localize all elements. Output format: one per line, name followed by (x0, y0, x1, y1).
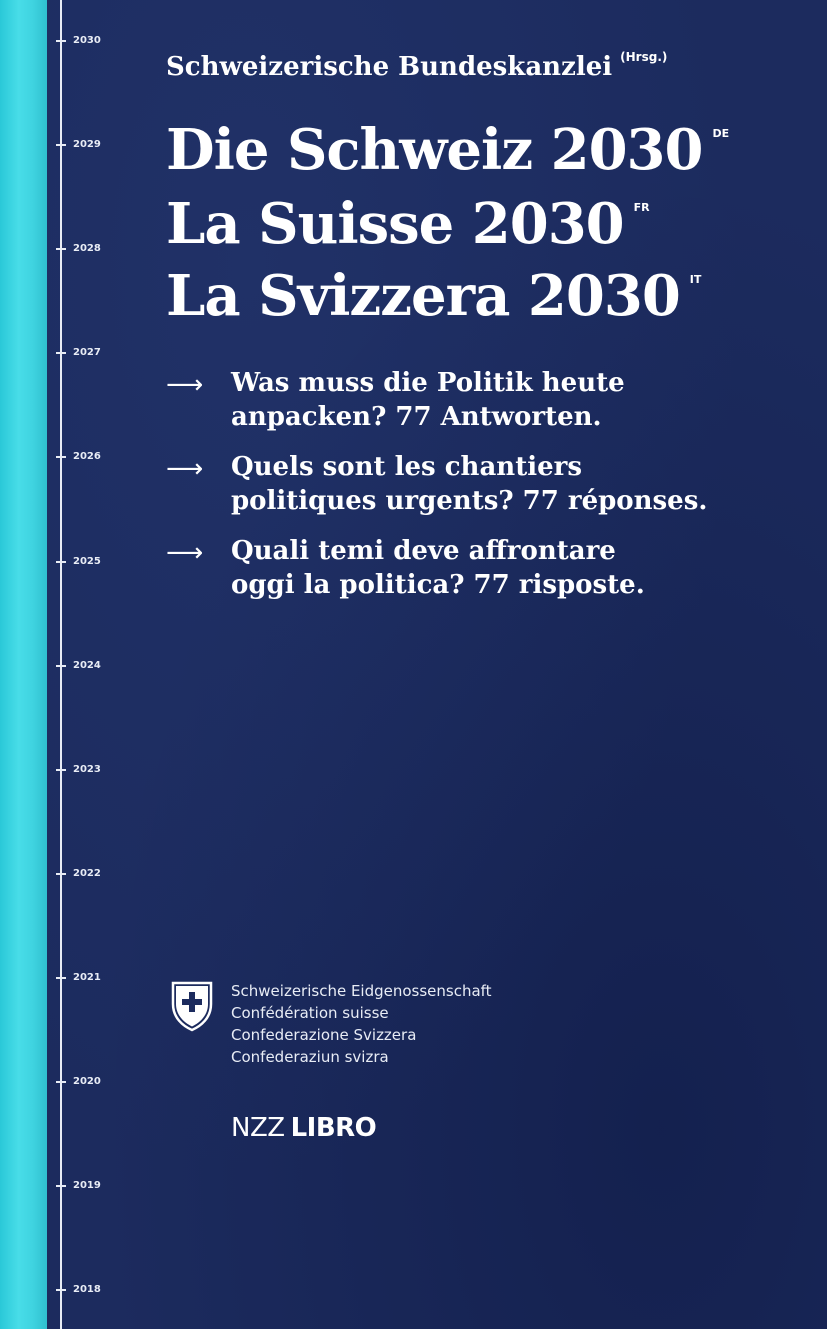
timeline-year-label: 2028 (73, 243, 101, 254)
title-fr (166, 192, 650, 272)
timeline-year-label: 2030 (73, 35, 101, 46)
timeline-year-label: 2018 (73, 1284, 101, 1295)
question-line: Quels sont les chantiers (231, 452, 582, 482)
publisher-note: (Hrsg.) (620, 50, 668, 64)
question-line: oggi la politica? 77 risposte. (231, 570, 645, 600)
timeline-tick (56, 1289, 66, 1291)
timeline-tick (56, 665, 66, 667)
question-line: Quali temi deve affrontare (231, 536, 616, 566)
question-line: anpacken? 77 Antworten. (231, 402, 602, 432)
arrow-icon: ⟶ (166, 370, 204, 400)
title-text: La Suisse 2030 (166, 191, 624, 257)
spine-band (0, 0, 47, 1329)
timeline-tick (56, 1081, 66, 1083)
language-code: FR (633, 201, 650, 214)
nzz-libro-logo (231, 1113, 376, 1143)
timeline-year-label: 2019 (73, 1180, 101, 1191)
timeline-year-label: 2020 (73, 1076, 101, 1087)
timeline-tick (56, 977, 66, 979)
timeline-year-label: 2024 (73, 660, 101, 671)
title-de (166, 118, 729, 198)
timeline-tick (56, 456, 66, 458)
timeline-year-label: 2026 (73, 451, 101, 462)
language-code: IT (689, 273, 702, 286)
logo-part-nzz: NZZ (231, 1113, 285, 1143)
logo-part-libro: LIBRO (290, 1113, 377, 1143)
confederation-line: Confédération suisse (231, 1004, 389, 1022)
confederation-line: Schweizerische Eidgenossenschaft (231, 982, 492, 1000)
question-line: Was muss die Politik heute (231, 368, 625, 398)
timeline-year-label: 2029 (73, 139, 101, 150)
arrow-icon: ⟶ (166, 538, 204, 568)
language-code: DE (712, 127, 730, 140)
question-line: politiques urgents? 77 réponses. (231, 486, 708, 516)
timeline-tick (56, 40, 66, 42)
timeline-year-label: 2027 (73, 347, 101, 358)
timeline-year-label: 2022 (73, 868, 101, 879)
timeline-tick (56, 873, 66, 875)
title-text: La Svizzera 2030 (166, 263, 680, 329)
title-text: Die Schweiz 2030 (166, 117, 703, 183)
confederation-line: Confederaziun svizra (231, 1048, 389, 1066)
timeline-year-label: 2023 (73, 764, 101, 775)
timeline-tick (56, 352, 66, 354)
swiss-coat-of-arms-icon (170, 980, 214, 1032)
confederation-line: Confederazione Svizzera (231, 1026, 417, 1044)
timeline-year-label: 2021 (73, 972, 101, 983)
timeline-year-label: 2025 (73, 556, 101, 567)
timeline-tick (56, 769, 66, 771)
timeline-tick (56, 248, 66, 250)
publisher-credit (166, 52, 667, 82)
confederation-names (231, 980, 492, 1068)
timeline-tick (56, 144, 66, 146)
timeline-tick (56, 561, 66, 563)
title-it (166, 264, 701, 344)
arrow-icon: ⟶ (166, 454, 204, 484)
timeline-tick (56, 1185, 66, 1187)
publisher-name: Schweizerische Bundeskanzlei (166, 52, 613, 82)
